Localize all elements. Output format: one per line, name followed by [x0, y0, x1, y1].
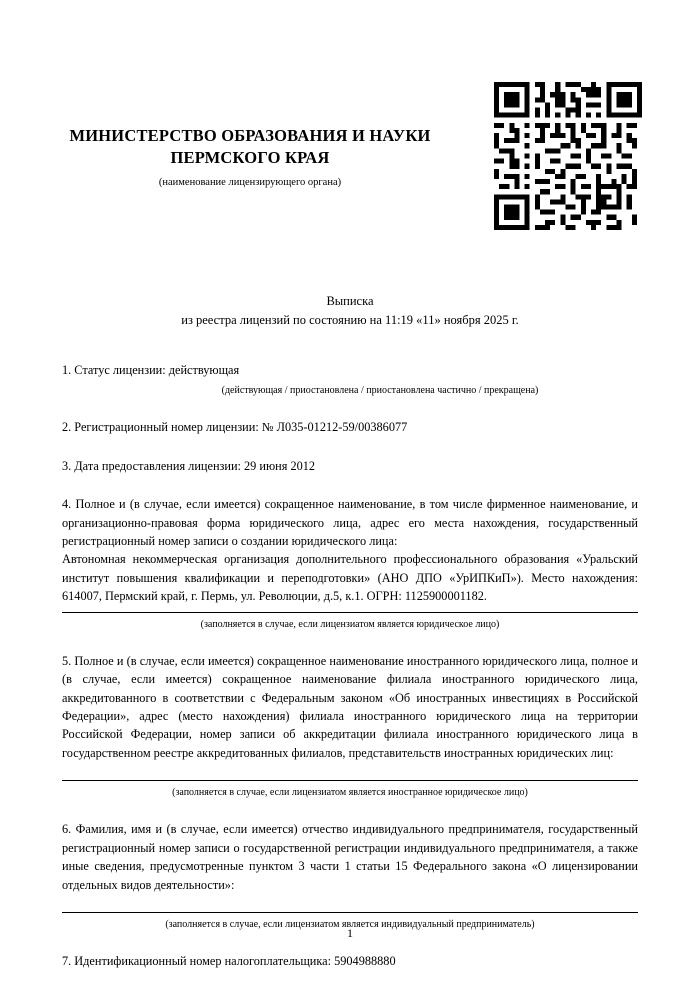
document-title: [62, 292, 638, 331]
item-5-text: 5. Полное и (в случае, если имеется) сокращенное наименование иностранного юридического лица, полное и (в случае, если имеется) сокращенное наименование филиала иностранного юридического лица, аккредитованного в соответствии с Федеральным законом «Об иностранных инвестициях в Российской Федерации», адрес (место нахождения) филиала иностранного юридического лица на территории Российской Федерации, номер записи об аккредитации филиала иностранного юридического лица в государственном реестре аккредитованных филиалов, представительств иностранных юридических лиц:: [62, 653, 638, 760]
item-3-text: 3. Дата предоставления лицензии: 29 июня 2012: [62, 458, 316, 473]
page-title: [40, 125, 460, 170]
item-4-divider: [62, 612, 638, 613]
qr-code: [494, 82, 642, 230]
item-1-text: 1. Статус лицензии: действующая: [62, 362, 240, 377]
item-7-text: 7. Идентификационный номер налогоплательщика: 5904988880: [62, 954, 396, 969]
document-body: [62, 292, 638, 971]
title-line-1: МИНИСТЕРСТВО ОБРАЗОВАНИЯ И НАУКИ: [69, 126, 431, 145]
document-title-line-2: из реестра лицензий по состоянию на 11:19 «11» ноября 2025 г.: [181, 313, 519, 328]
title-line-2: ПЕРМСКОГО КРАЯ: [170, 148, 330, 168]
qr-code-image: [494, 82, 642, 230]
item-6-note: (заполняется в случае, если лицензиатом является индивидуальный предприниматель): [165, 919, 535, 931]
item-1-note: (действующая / приостановлена / приостановлена частично / прекращена): [221, 385, 539, 397]
item-4-value: Автономная некоммерческая организация дополнительного профессионального образования «Уральский институт повышения квалификации и переподготовки» (АНО ДПО «УрИПКиП»). Место нахождения: 614007, Пермский край, г. Пермь, ул. Революции, д.5, к.1. ОГРН: 1125900001182.: [62, 552, 638, 604]
item-5-divider: [62, 780, 638, 781]
item-6-divider: [62, 912, 638, 913]
item-2-text: 2. Регистрационный номер лицензии: № Л035-01212-59/00386077: [62, 420, 408, 435]
item-5-note: (заполняется в случае, если лицензиатом является иностранное юридическое лицо): [172, 787, 528, 799]
document-title-line-1: Выписка: [326, 294, 374, 308]
authority-caption: (наименование лицензирующего органа): [158, 176, 342, 188]
page-number: 1: [347, 926, 353, 940]
issuing-authority-header: [40, 125, 460, 188]
item-4-text: 4. Полное и (в случае, если имеется) сокращенное наименование, в том числе фирменное наименование, и организационно-правовая форма юридического лица, адрес его места нахождения, государственный регистрационный номер записи о создании юридического лица:: [62, 497, 638, 548]
item-6-text: 6. Фамилия, имя и (в случае, если имеется) отчество индивидуального предпринимателя, государственный регистрационный номер записи о государственной регистрации индивидуального предпринимателя, а также иные сведения, предусмотренные пунктом 3 части 1 статьи 15 Федерального закона «О лицензировании отдельных видов деятельности»:: [62, 822, 638, 892]
item-4-note: (заполняется в случае, если лицензиатом является юридическое лицо): [200, 618, 500, 630]
